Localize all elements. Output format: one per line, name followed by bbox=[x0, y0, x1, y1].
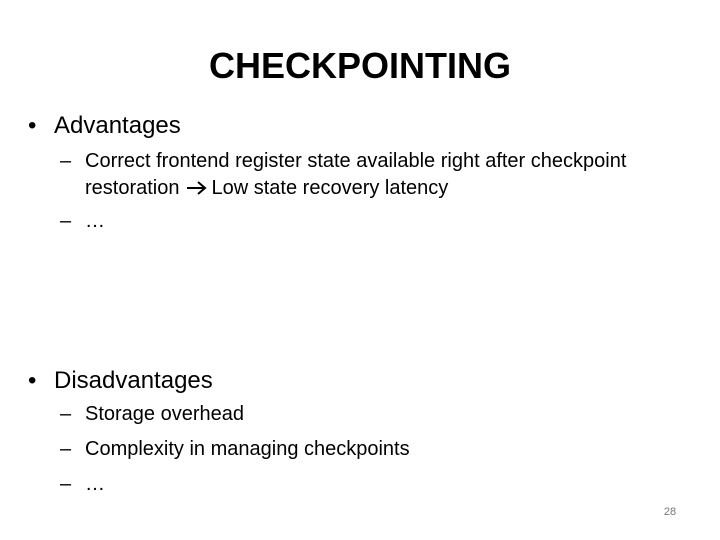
bullet-icon: • bbox=[28, 367, 37, 394]
list-item bbox=[60, 401, 698, 428]
list-item bbox=[60, 208, 698, 235]
disadvantages-heading-row bbox=[28, 365, 698, 397]
list-item bbox=[60, 436, 698, 463]
disadvantages-heading: Disadvantages bbox=[54, 367, 213, 394]
list-item bbox=[60, 148, 698, 202]
dash-icon: – bbox=[60, 473, 72, 495]
disadvantages-list bbox=[28, 401, 698, 498]
dash-icon: – bbox=[60, 403, 72, 425]
dash-icon: – bbox=[60, 150, 72, 172]
dash-icon: – bbox=[60, 210, 72, 232]
disadvantage-text: Complexity in managing checkpoints bbox=[85, 438, 410, 460]
advantages-heading-row bbox=[28, 110, 698, 142]
disadvantage-text: Storage overhead bbox=[85, 403, 245, 425]
advantage-text-after: Low state recovery latency bbox=[211, 177, 449, 199]
advantages-section bbox=[28, 110, 698, 241]
slide-title: CHECKPOINTING bbox=[208, 45, 511, 86]
advantages-heading: Advantages bbox=[54, 112, 181, 139]
advantage-text-before: Correct frontend register state available right after checkpoint restoration bbox=[85, 150, 627, 199]
disadvantage-ellipsis: … bbox=[85, 473, 105, 495]
advantages-list bbox=[28, 148, 698, 235]
dash-icon: – bbox=[60, 438, 72, 460]
disadvantages-section bbox=[28, 365, 698, 504]
list-item bbox=[60, 471, 698, 498]
right-arrow-icon bbox=[186, 180, 208, 196]
page-number: 28 bbox=[663, 506, 677, 518]
bullet-icon: • bbox=[28, 112, 37, 139]
advantage-ellipsis: … bbox=[85, 210, 105, 232]
